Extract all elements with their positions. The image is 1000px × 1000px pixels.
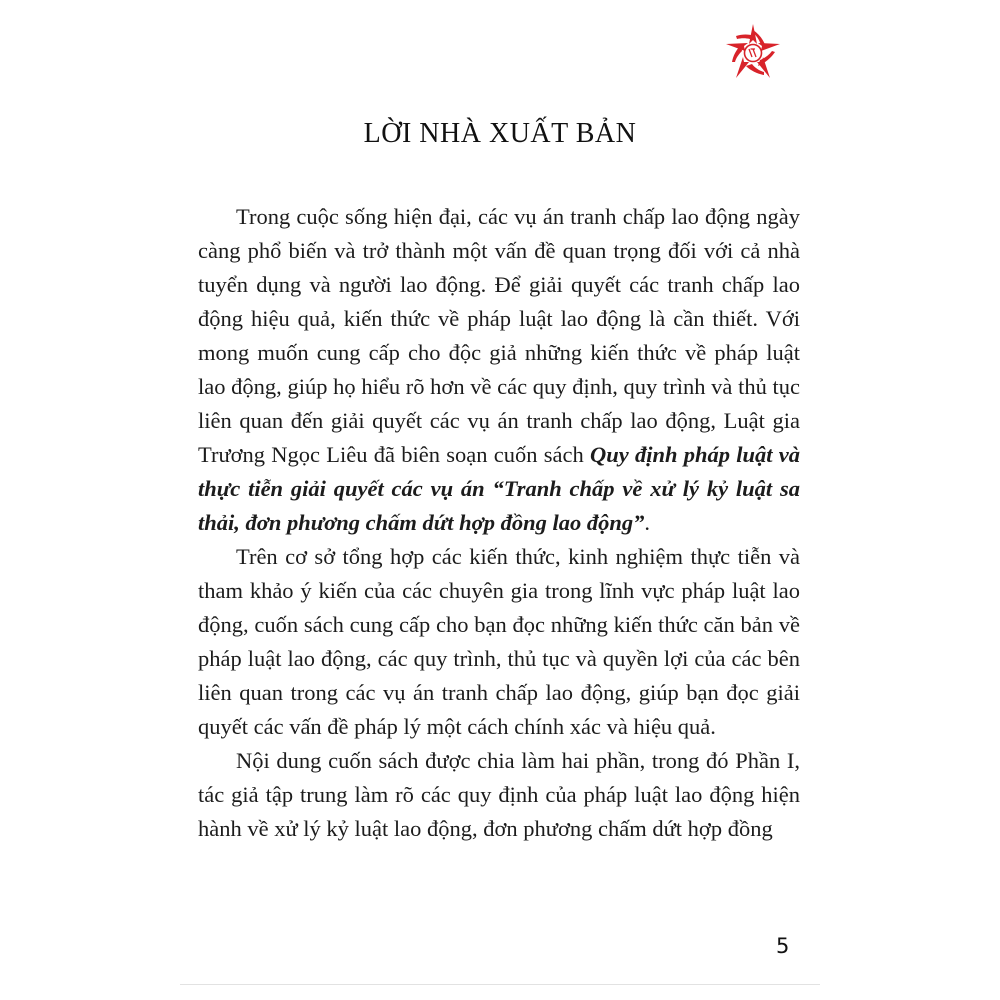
page-number: 5 <box>776 934 790 958</box>
paragraph-3: Nội dung cuốn sách được chia làm hai phần, trong đó Phần I, tác giả tập trung làm rõ các quy định của pháp luật lao động hiện hành về xử lý kỷ luật lao động, đơn phương chấm dứt hợp đồng <box>198 748 800 841</box>
paragraph-1 <box>198 200 800 540</box>
paragraph-1-end: . <box>644 510 651 535</box>
preface-body <box>198 200 800 846</box>
book-title: Quy định pháp luật và thực tiễn giải quyết các vụ án “Tranh chấp về xử lý kỷ luật sa thải, đơn phương chấm dứt hợp đồng lao động” <box>198 442 800 535</box>
paragraph-1-text: Trong cuộc sống hiện đại, các vụ án tranh chấp lao động ngày càng phổ biến và trở thành một vấn đề quan trọng đối với cả nhà tuyển dụng và người lao động. Để giải quyết các tranh chấp lao động hiệu quả, kiến thức về pháp luật lao động là cần thiết. Với mong muốn cung cấp cho độc giả những kiến thức về pháp luật lao động, giúp họ hiểu rõ hơn về các quy định, quy trình và thủ tục liên quan đến giải quyết các vụ án tranh chấp lao động, Luật gia Trương Ngọc Liêu đã biên soạn cuốn sách <box>198 204 800 467</box>
paragraph-2: Trên cơ sở tổng hợp các kiến thức, kinh nghiệm thực tiễn và tham khảo ý kiến của các chuyên gia trong lĩnh vực pháp luật lao động, cuốn sách cung cấp cho bạn đọc những kiến thức căn bản về pháp luật lao động, các quy trình, thủ tục và quyền lợi của các bên liên quan trong các vụ án tranh chấp lao động, giúp bạn đọc giải quyết các vấn đề pháp lý một cách chính xác và hiệu quả. <box>198 544 800 739</box>
bottom-divider <box>180 984 820 985</box>
page-heading: LỜI NHÀ XUẤT BẢN <box>363 118 637 149</box>
publisher-star-logo-icon <box>722 22 784 84</box>
